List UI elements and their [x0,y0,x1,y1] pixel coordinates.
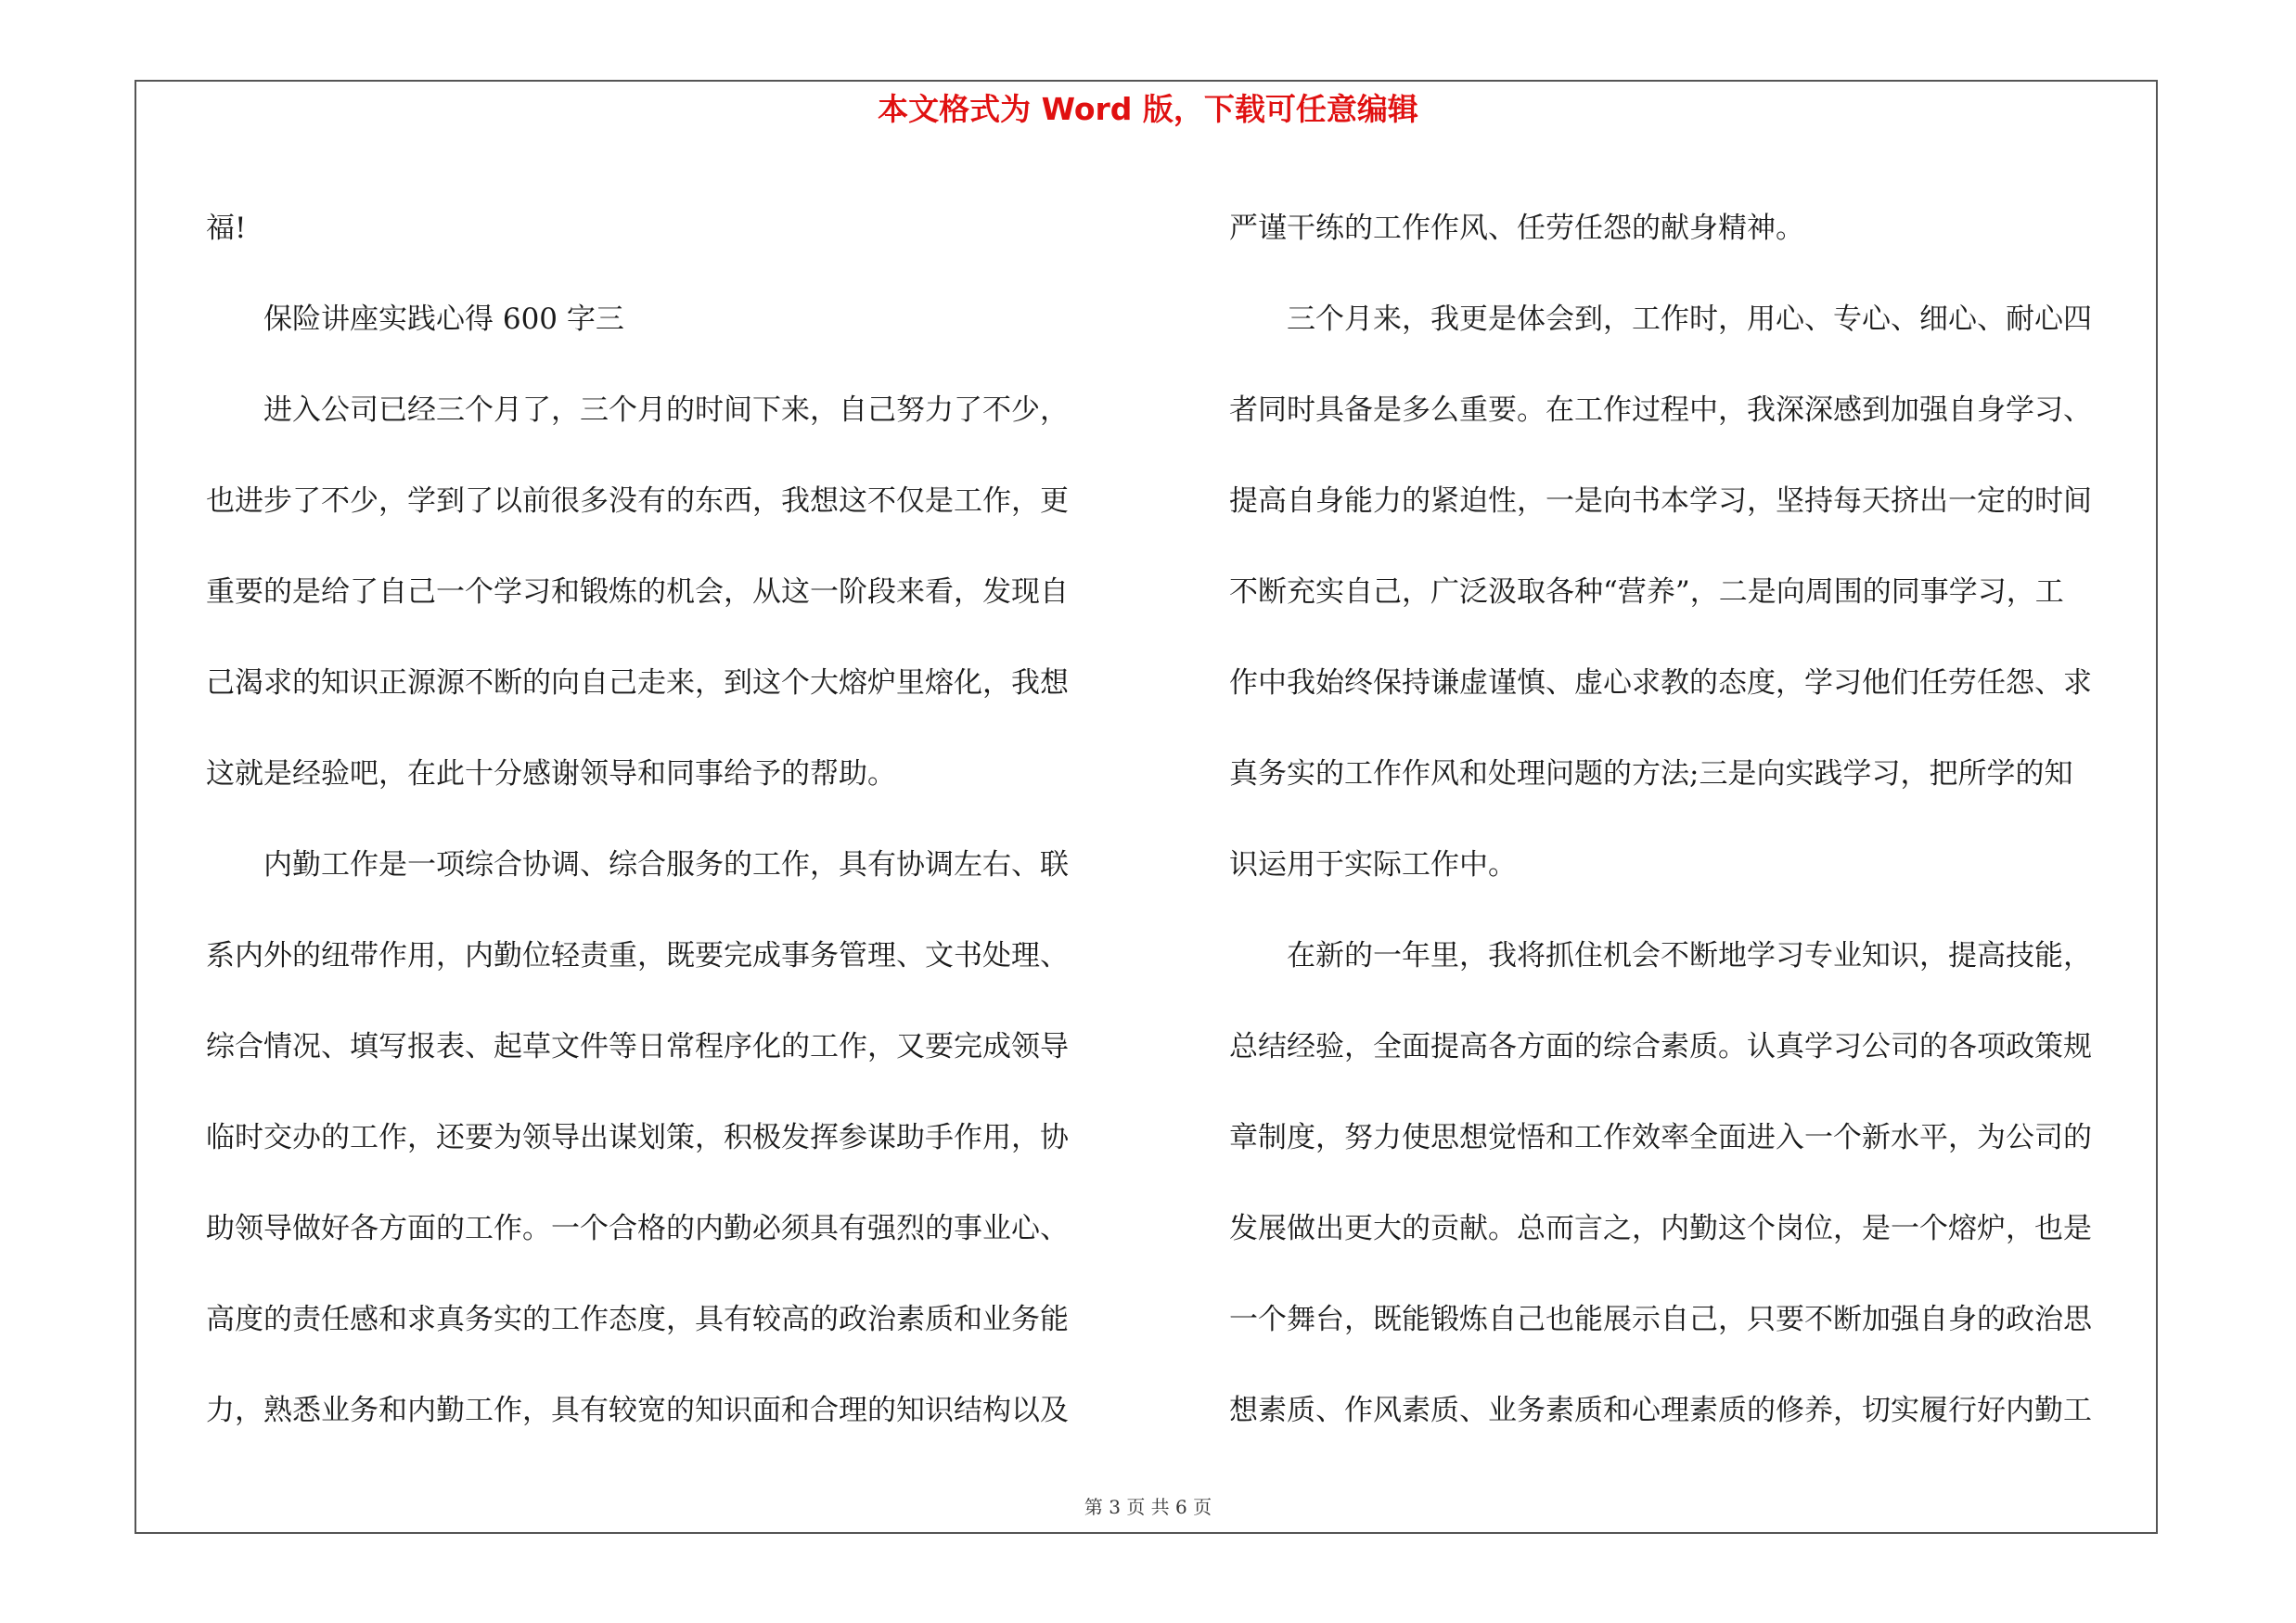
right-column [1229,183,2157,1456]
right-line: 识运用于实际工作中。 [1229,848,1517,882]
left-line: 临时交办的工作，还要为领导出谋划策，积极发挥参谋助手作用，协 [206,1121,1069,1154]
right-line: 想素质、作风素质、业务素质和心理素质的修养，切实履行好内勤工 [1229,1394,2092,1427]
right-line: 总结经验，全面提高各方面的综合素质。认真学习公司的各项政策规 [1229,1030,2092,1063]
left-line: 力，熟悉业务和内勤工作，具有较宽的知识面和合理的知识结构以及 [206,1394,1069,1427]
left-line: 助领导做好各方面的工作。一个合格的内勤必须具有强烈的事业心、 [206,1212,1069,1245]
right-line: 真务实的工作作风和处理问题的方法;三是向实践学习，把所学的知 [1229,757,2073,791]
left-line: 保险讲座实践心得 600 字三 [263,303,624,336]
right-line: 者同时具备是多么重要。在工作过程中，我深深感到加强自身学习、 [1229,393,2092,427]
right-line: 三个月来，我更是体会到，工作时，用心、专心、细心、耐心四 [1287,303,2092,336]
right-line: 一个舞台，既能锻炼自己也能展示自己，只要不断加强自身的政治思 [1229,1303,2092,1336]
left-column [206,183,1134,1456]
right-line: 在新的一年里，我将抓住机会不断地学习专业知识，提高技能， [1287,939,2092,973]
right-line: 章制度，努力使思想觉悟和工作效率全面进入一个新水平，为公司的 [1229,1121,2092,1154]
right-line: 不断充实自己，广泛汲取各种“营养”，二是向周围的同事学习，工 [1229,575,2064,609]
left-line: 进入公司已经三个月了，三个月的时间下来，自己努力了不少， [263,393,1069,427]
left-line: 高度的责任感和求真务实的工作态度，具有较高的政治素质和业务能 [206,1303,1069,1336]
right-line: 发展做出更大的贡献。总而言之，内勤这个岗位，是一个熔炉，也是 [1229,1212,2092,1245]
right-line: 提高自身能力的紧迫性，一是向书本学习，坚持每天挤出一定的时间 [1229,484,2092,518]
left-line: 也进步了不少，学到了以前很多没有的东西，我想这不仅是工作，更 [206,484,1069,518]
left-line: 重要的是给了自己一个学习和锻炼的机会，从这一阶段来看，发现自 [206,575,1069,609]
left-line: 系内外的纽带作用，内勤位轻责重，既要完成事务管理、文书处理、 [206,939,1069,973]
left-line: 综合情况、填写报表、起草文件等日常程序化的工作，又要完成领导 [206,1030,1069,1063]
page-number: 第 3 页 共 6 页 [1084,1496,1212,1518]
right-line: 作中我始终保持谦虚谨慎、虚心求教的态度，学习他们任劳任怨、求 [1229,666,2092,700]
left-line: 这就是经验吧，在此十分感谢领导和同事给予的帮助。 [206,757,896,791]
format-notice: 本文格式为 Word 版，下载可任意编辑 [878,91,1418,127]
left-line: 内勤工作是一项综合协调、综合服务的工作，具有协调左右、联 [263,848,1069,882]
left-line: 福! [206,212,247,245]
right-line: 严谨干练的工作作风、任劳任怨的献身精神。 [1229,212,1804,245]
left-line: 己渴求的知识正源源不断的向自己走来，到这个大熔炉里熔化，我想 [206,666,1069,700]
